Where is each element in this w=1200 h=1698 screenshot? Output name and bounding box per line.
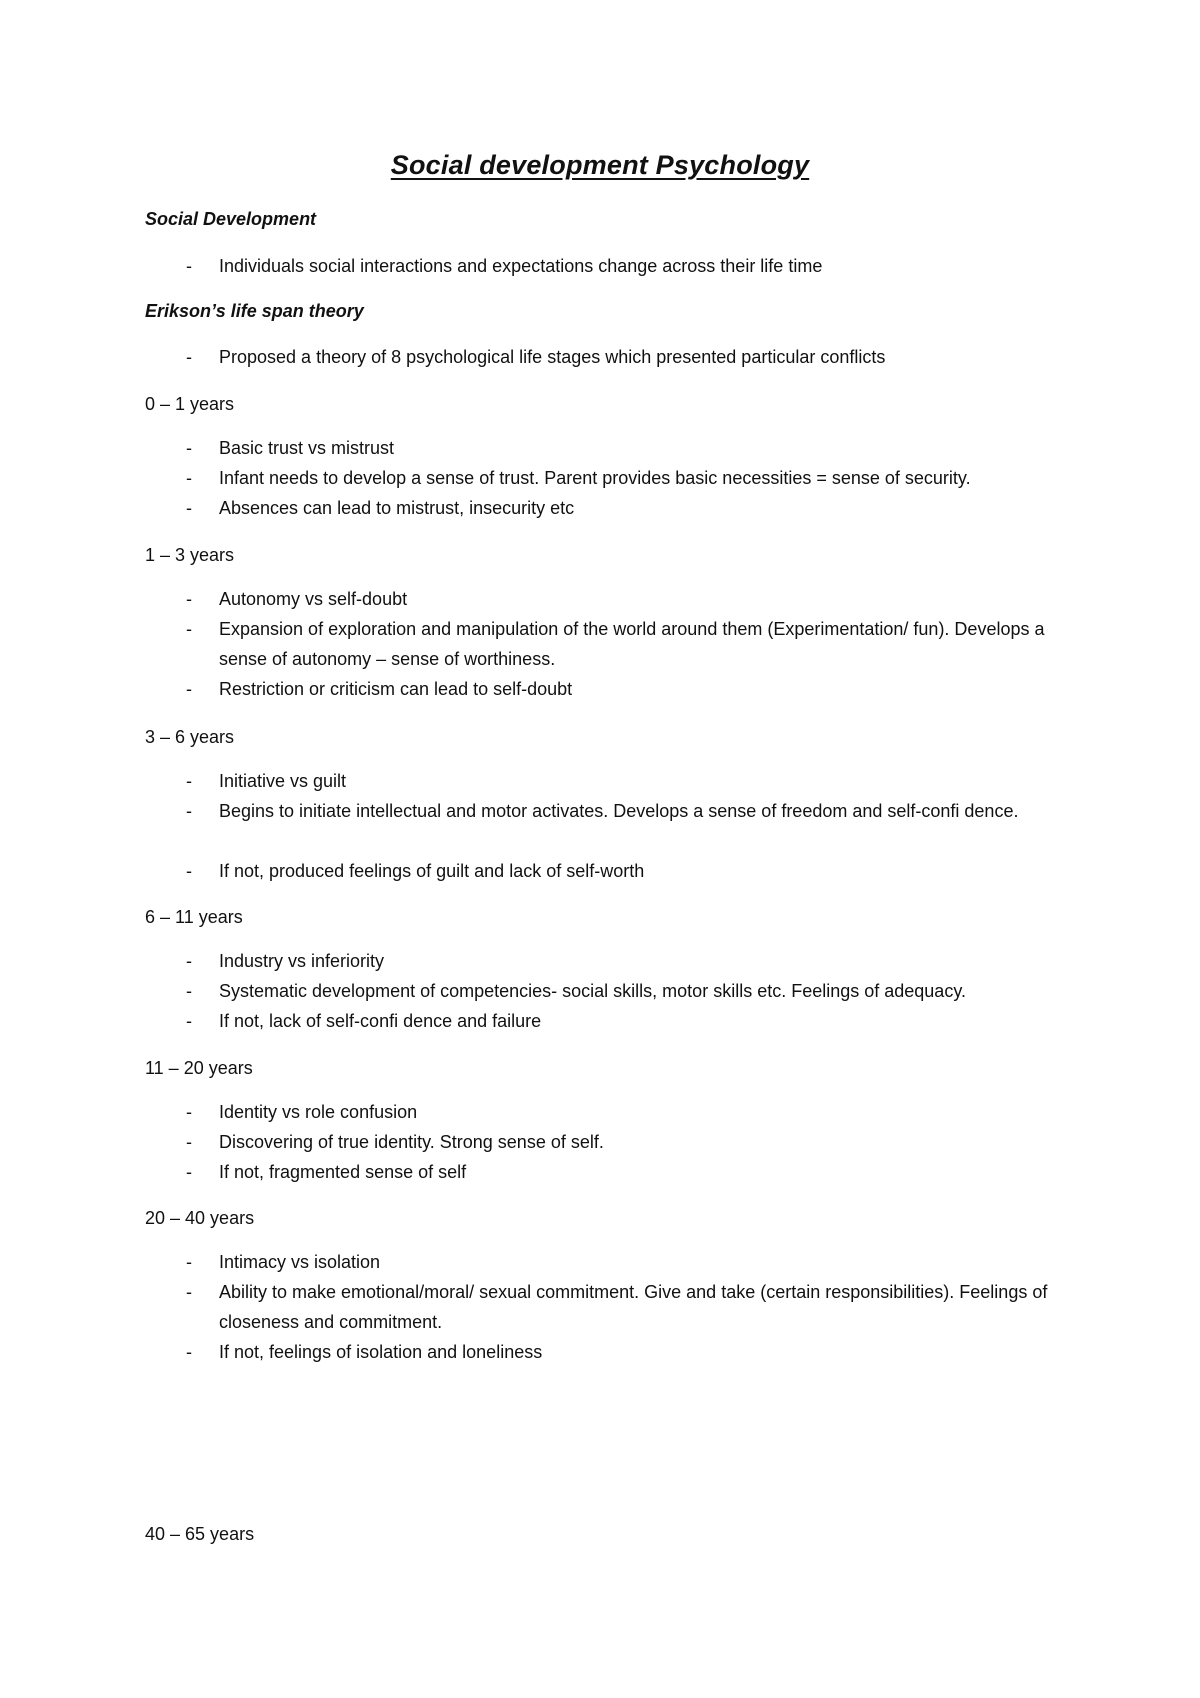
list-item-text: Begins to initiate intellectual and motor activates. Develops a sense of freedom and self-confi dence. <box>219 801 1019 821</box>
bullet-dash: - <box>186 951 192 971</box>
list-item <box>186 493 1086 523</box>
list-item <box>186 1247 1086 1277</box>
stage-heading: 0 – 1 years <box>145 394 235 414</box>
list-item <box>186 766 1086 796</box>
bullet-dash: - <box>186 1011 192 1031</box>
bullet-dash: - <box>186 589 192 609</box>
list-item <box>186 342 1086 372</box>
list-item-text: Basic trust vs mistrust <box>219 438 395 458</box>
list-item <box>186 1277 1086 1337</box>
list-item-text: If not, feelings of isolation and loneliness <box>219 1342 543 1362</box>
list-item <box>186 1127 1086 1157</box>
bullet-dash: - <box>186 619 192 639</box>
section-heading-erikson: Erikson’s life span theory <box>145 301 364 321</box>
bullet-dash: - <box>186 498 192 518</box>
stage-heading: 20 – 40 years <box>145 1208 255 1228</box>
document-title: Social development Psychology <box>390 150 810 180</box>
bullet-dash: - <box>186 256 192 276</box>
list-item-text: If not, fragmented sense of self <box>219 1162 467 1182</box>
stage-heading: 3 – 6 years <box>145 727 235 747</box>
list-item <box>186 433 1086 463</box>
list-item <box>186 251 1086 281</box>
list-item <box>186 976 1086 1006</box>
stage-heading: 40 – 65 years <box>145 1524 255 1544</box>
bullet-dash: - <box>186 981 192 1001</box>
list-item-text: Ability to make emotional/moral/ sexual commitment. Give and take (certain responsibilities). Feelings of closeness and commitment. <box>219 1282 1048 1332</box>
list-item-text: Individuals social interactions and expectations change across their life time <box>219 256 823 276</box>
list-item-text: Intimacy vs isolation <box>219 1252 381 1272</box>
bullet-dash: - <box>186 1102 192 1122</box>
bullet-dash: - <box>186 468 192 488</box>
list-item-text: Discovering of true identity. Strong sense of self. <box>219 1132 604 1152</box>
list-item-text: If not, lack of self-confi dence and failure <box>219 1011 542 1031</box>
list-item <box>186 856 1086 886</box>
list-item-text: Autonomy vs self-doubt <box>219 589 408 609</box>
bullet-dash: - <box>186 438 192 458</box>
list-item-text: Infant needs to develop a sense of trust. Parent provides basic necessities = sense of security. <box>219 468 971 488</box>
list-item-text: If not, produced feelings of guilt and lack of self-worth <box>219 861 645 881</box>
list-item-text: Restriction or criticism can lead to self-doubt <box>219 679 573 699</box>
list-item <box>186 1157 1086 1187</box>
bullet-dash: - <box>186 1132 192 1152</box>
list-item-text: Identity vs role confusion <box>219 1102 418 1122</box>
list-item <box>186 614 1086 674</box>
bullet-dash: - <box>186 1282 192 1302</box>
bullet-dash: - <box>186 861 192 881</box>
list-item <box>186 796 1086 826</box>
list-item-text: Expansion of exploration and manipulation of the world around them (Experimentation/ fun). Develops a sense of autonomy – sense of worthiness. <box>219 619 1045 669</box>
bullet-dash: - <box>186 679 192 699</box>
bullet-dash: - <box>186 1162 192 1182</box>
stage-heading: 6 – 11 years <box>145 907 243 927</box>
list-item-text: Absences can lead to mistrust, insecurity etc <box>219 498 575 518</box>
stage-heading: 11 – 20 years <box>145 1058 253 1078</box>
list-item <box>186 1006 1086 1036</box>
bullet-dash: - <box>186 347 192 367</box>
list-item-text: Initiative vs guilt <box>219 771 347 791</box>
list-item <box>186 1097 1086 1127</box>
list-item-text: Industry vs inferiority <box>219 951 385 971</box>
list-item <box>186 946 1086 976</box>
list-item <box>186 1337 1086 1367</box>
bullet-dash: - <box>186 771 192 791</box>
bullet-dash: - <box>186 1252 192 1272</box>
list-item-text: Systematic development of competencies- social skills, motor skills etc. Feelings of adequacy. <box>219 981 966 1001</box>
list-item-text: Proposed a theory of 8 psychological life stages which presented particular conflicts <box>219 347 886 367</box>
stage-heading: 1 – 3 years <box>145 545 235 565</box>
list-item <box>186 584 1086 614</box>
section-heading-social-development: Social Development <box>145 209 317 229</box>
bullet-dash: - <box>186 1342 192 1362</box>
list-item <box>186 463 1086 493</box>
list-item <box>186 674 1086 704</box>
bullet-dash: - <box>186 801 192 821</box>
